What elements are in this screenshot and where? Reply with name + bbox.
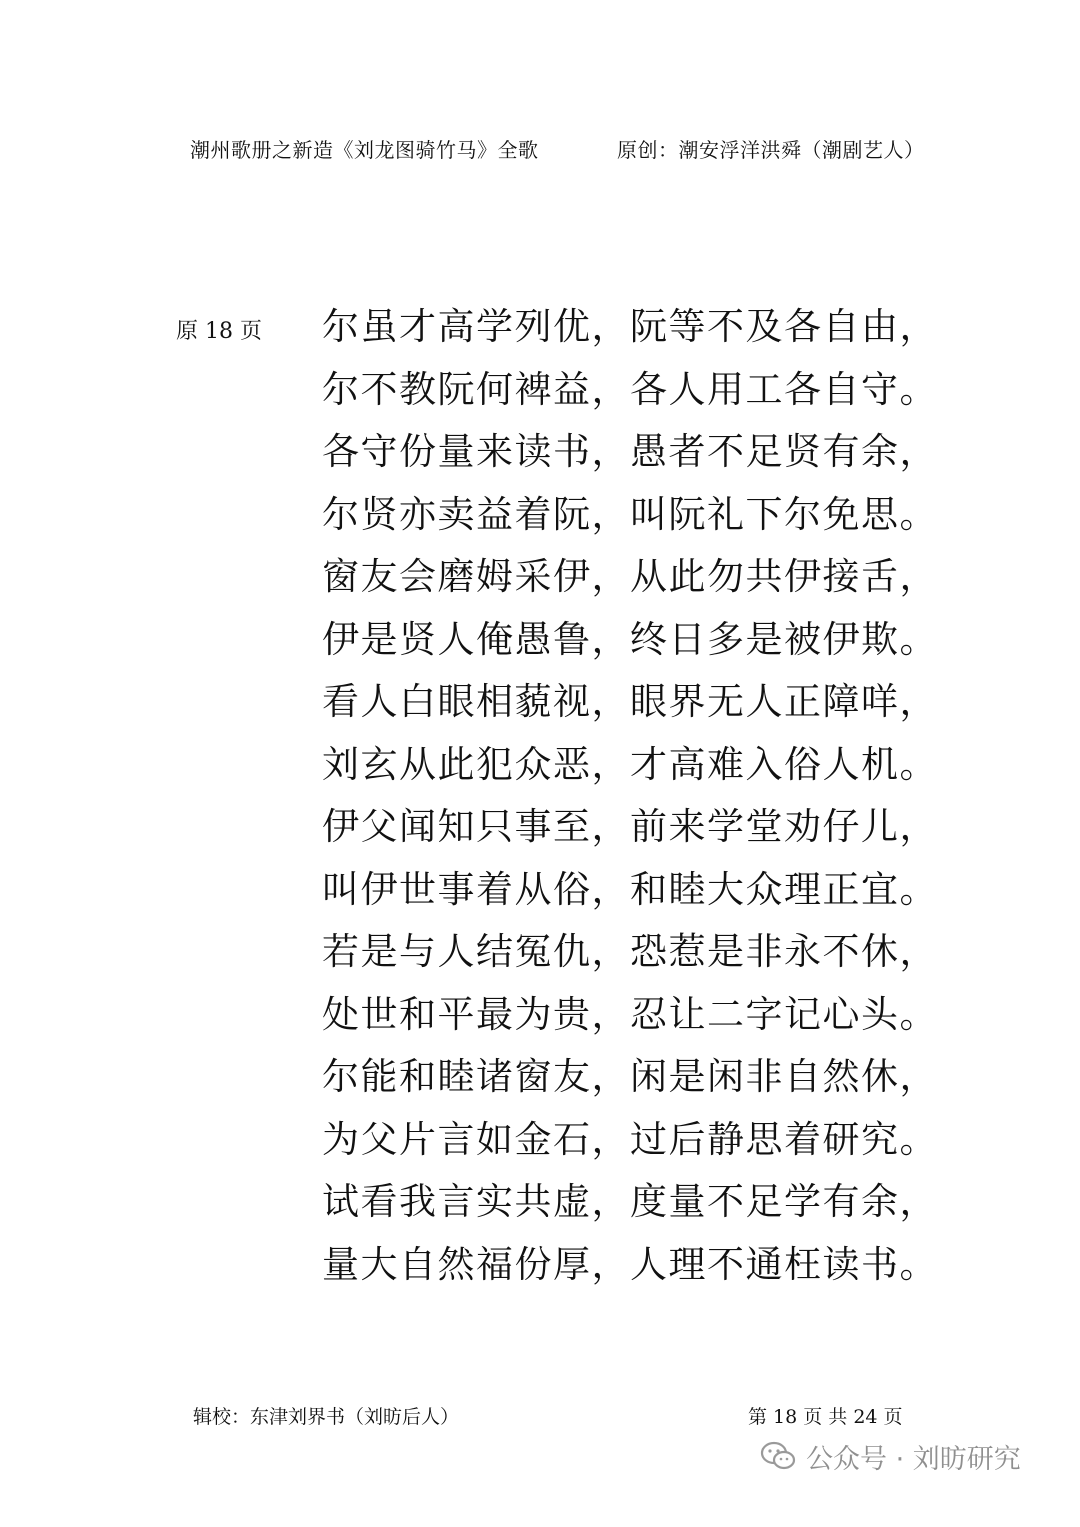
verse-line: 看人白眼相藐视，眼界无人正障咩， xyxy=(322,680,938,723)
verse-line: 叫伊世事着从俗，和睦大众理正宜。 xyxy=(322,867,938,911)
watermark-text: 公众号 · 刘昉研究 xyxy=(806,1443,1021,1475)
footer-editor: 辑校：东津刘界书（刘昉后人） xyxy=(193,1406,460,1428)
wechat-icon xyxy=(760,1440,796,1472)
footer-page-number: 第 18 页 共 24 页 xyxy=(748,1406,903,1428)
verse-line: 试看我言实共虚，度量不足学有余， xyxy=(322,1180,938,1223)
verse-line: 刘玄从此犯众恶，才高难入俗人机。 xyxy=(322,742,938,786)
verse-line: 处世和平最为贵，忍让二字记心头。 xyxy=(322,992,938,1036)
original-page-marker: 原 18 页 xyxy=(176,319,262,344)
verse-line: 尔虽才高学列优，阮等不及各自由， xyxy=(322,305,938,348)
verse-line: 窗友会磨姆采伊，从此勿共伊接舌， xyxy=(322,555,938,598)
verse-line: 伊父闻知只事至，前来学堂劝仔儿， xyxy=(322,805,938,848)
verse-line: 尔贤亦卖益着阮，叫阮礼下尔免思。 xyxy=(322,492,938,536)
verse-list xyxy=(322,296,938,1296)
verse-line: 尔不教阮何裨益，各人用工各自守。 xyxy=(322,367,938,411)
wechat-watermark xyxy=(760,1434,1021,1478)
verse-line: 伊是贤人俺愚鲁，终日多是被伊欺。 xyxy=(322,617,938,661)
verse-line: 各守份量来读书，愚者不足贤有余， xyxy=(322,430,938,473)
header-author: 原创：潮安浮洋洪舜（潮剧艺人） xyxy=(617,138,925,162)
verse-line: 量大自然福份厚，人理不通枉读书。 xyxy=(322,1242,938,1286)
header-title: 潮州歌册之新造《刘龙图骑竹马》全歌 xyxy=(190,138,539,162)
verse-line: 为父片言如金石，过后静思着研究。 xyxy=(322,1117,938,1161)
verse-line: 尔能和睦诸窗友，闲是闲非自然休， xyxy=(322,1055,938,1098)
verse-line: 若是与人结冤仇，恐惹是非永不休， xyxy=(322,930,938,973)
